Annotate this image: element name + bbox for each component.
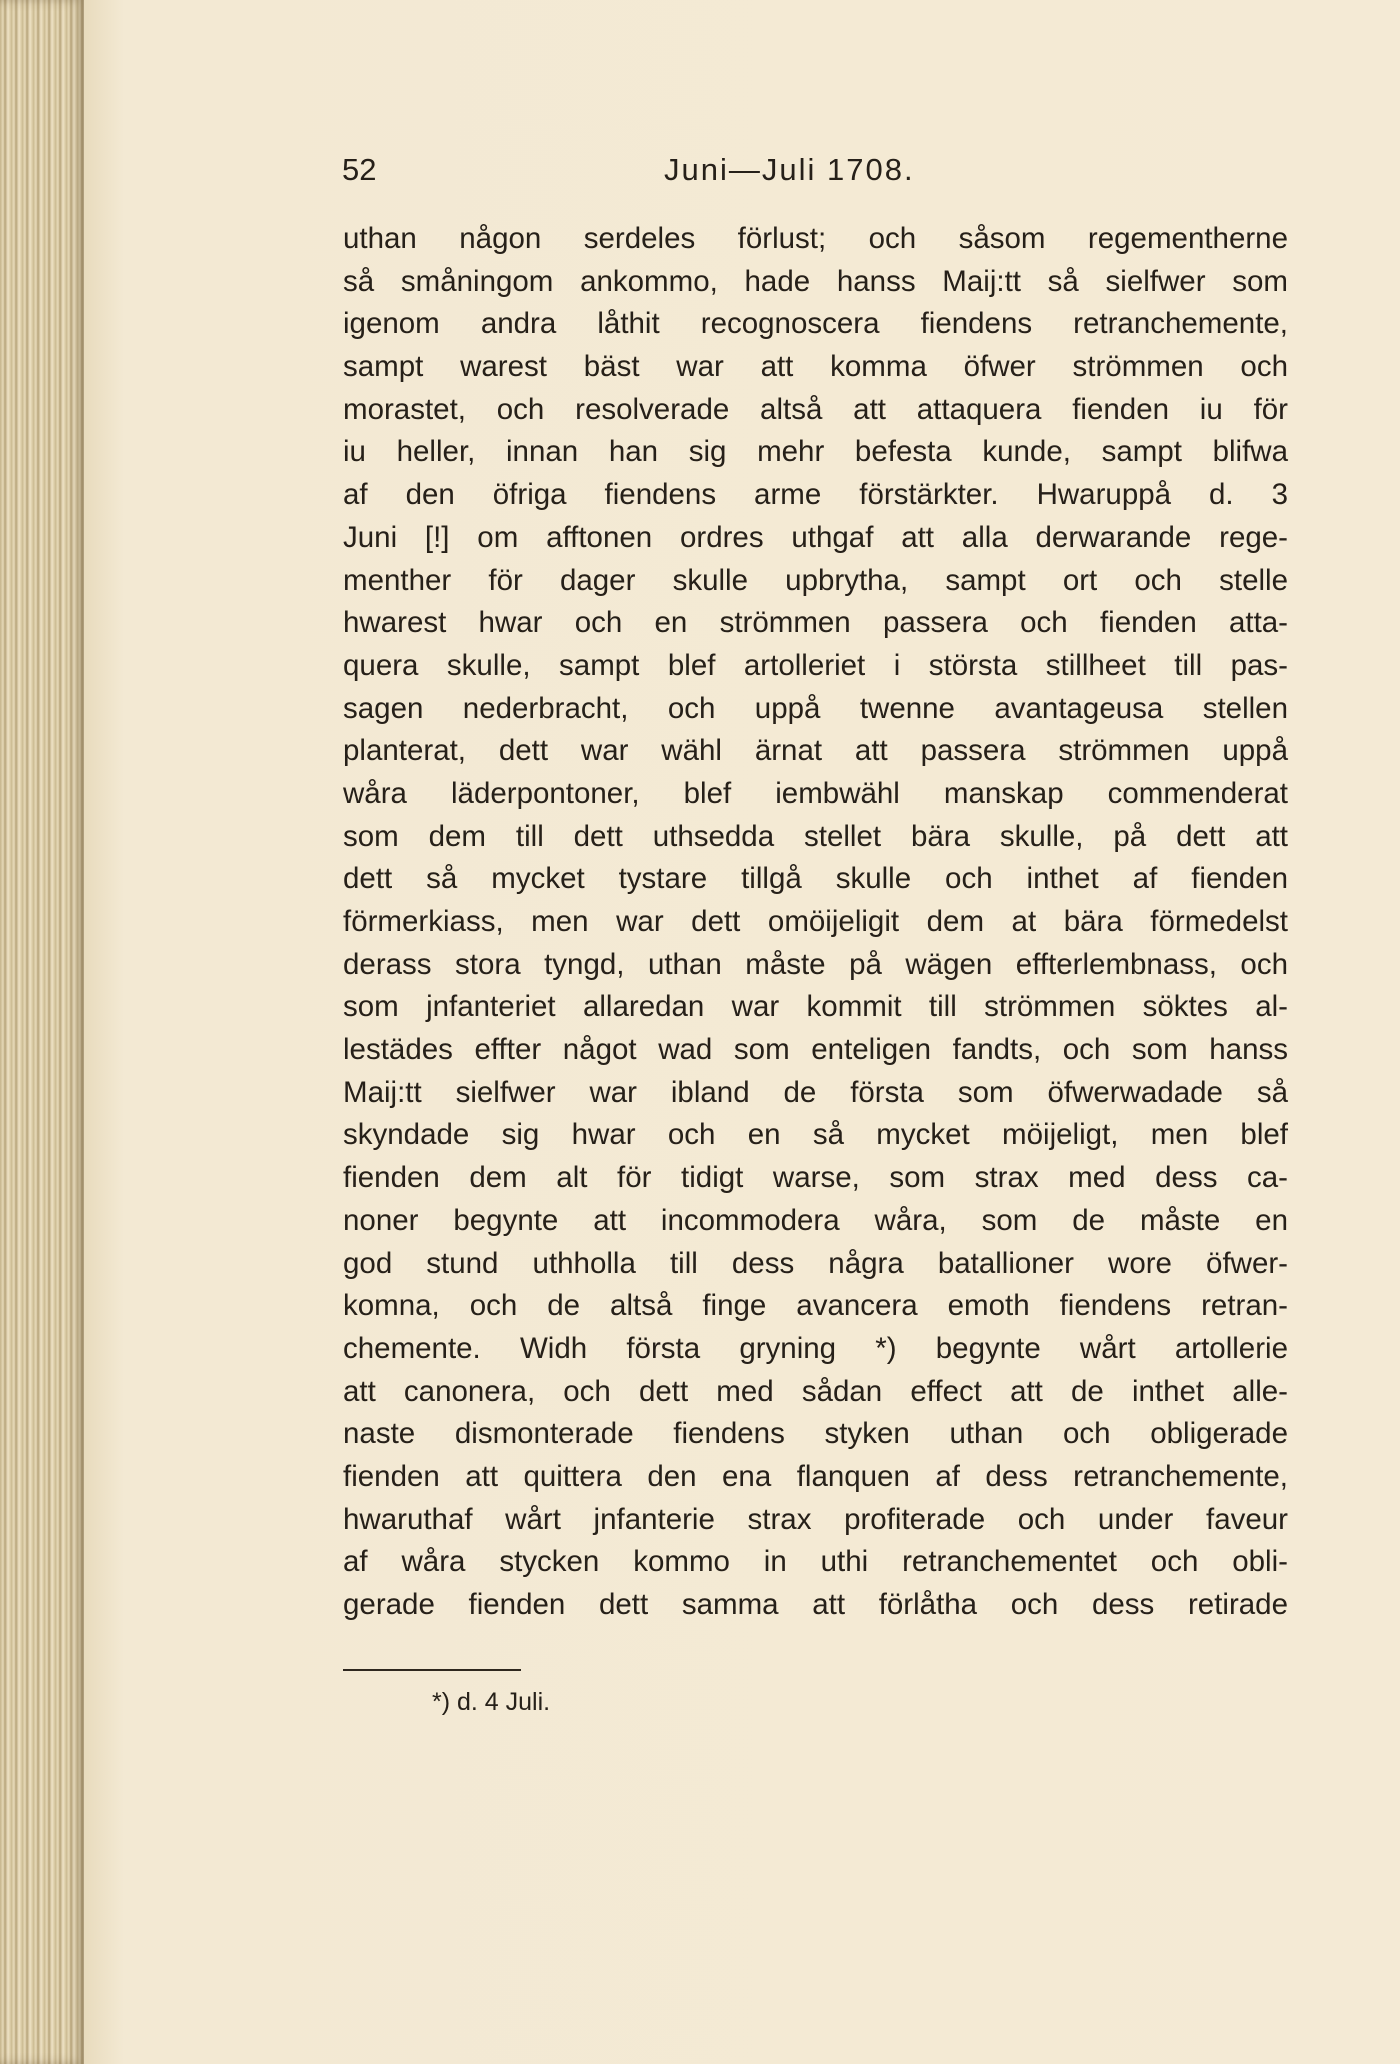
- text-line: förmerkiass, men war dett omöijeligit dem at bära förmedelst: [343, 905, 1288, 938]
- text-line: chemente. Widh första gryning *) begynte wårt artollerie: [343, 1331, 1288, 1365]
- text-line: naste dismonterade fiendens styken uthan och obligerade: [343, 1417, 1288, 1451]
- text-line: igenom andra låthit recognoscera fiendens retranchemente,: [343, 307, 1288, 341]
- page-header: [342, 152, 1292, 192]
- text-line: quera skulle, sampt blef artolleriet i största stillheet till pas-: [343, 648, 1288, 682]
- page-number: 52: [342, 152, 377, 187]
- text-line: god stund uthholla till dess några batallioner wore öfwer-: [343, 1246, 1288, 1280]
- text-line: som dem till dett uthsedda stellet bära skulle, på dett att: [343, 819, 1288, 853]
- text-line: iu heller, innan han sig mehr befesta kunde, sampt blifwa: [343, 435, 1288, 469]
- text-line: uthan någon serdeles förlust; och såsom regementherne: [343, 222, 1288, 255]
- text-line: gerade fienden dett samma att förlåtha och dess retirade: [343, 1588, 1288, 1621]
- text-line: Juni [!] om afftonen ordres uthgaf att alla derwarande rege-: [343, 520, 1288, 554]
- footnote-rule: [343, 1669, 521, 1671]
- text-line: Maij:tt sielfwer war ibland de första som öfwerwadade så: [343, 1075, 1288, 1109]
- text-line: noner begynte att incommodera wåra, som de måste en: [343, 1203, 1288, 1237]
- text-line: fienden att quittera den ena flanquen af dess retranchemente,: [343, 1459, 1288, 1493]
- text-line: af den öfriga fiendens arme förstärkter. Hwaruppå d. 3: [343, 478, 1288, 512]
- text-line: af wåra stycken kommo in uthi retranchementet och obli-: [343, 1545, 1288, 1579]
- footnote: *) d. 4 Juli.: [432, 1688, 551, 1716]
- text-line: fienden dem alt för tidigt warse, som strax med dess ca-: [343, 1161, 1288, 1195]
- text-line: att canonera, och dett med sådan effect att de inthet alle-: [343, 1374, 1288, 1408]
- text-line: lestädes effter något wad som enteligen fandts, och som hanss: [343, 1033, 1288, 1067]
- text-line: derass stora tyngd, uthan måste på wägen effterlembnass, och: [343, 947, 1288, 981]
- text-line: morastet, och resolverade altså att attaquera fienden iu för: [343, 392, 1288, 426]
- text-line: menther för dager skulle upbrytha, sampt ort och stelle: [343, 563, 1288, 597]
- text-line: komna, och de altså finge avancera emoth fiendens retran-: [343, 1289, 1288, 1323]
- book-page-edges: [0, 0, 84, 2064]
- text-line: sampt warest bäst war att komma öfwer strömmen och: [343, 350, 1288, 384]
- text-line: wåra läderpontoner, blef iembwähl manskap commenderat: [343, 776, 1288, 810]
- text-line: som jnfanteriet allaredan war kommit till strömmen söktes al-: [343, 990, 1288, 1024]
- text-line: planterat, dett war wähl ärnat att passera strömmen uppå: [343, 734, 1288, 768]
- text-line: dett så mycket tystare tillgå skulle och inthet af fienden: [343, 862, 1288, 896]
- text-line: så småningom ankommo, hade hanss Maij:tt så sielfwer som: [343, 264, 1288, 298]
- text-line: hwarest hwar och en strömmen passera och fienden atta-: [343, 606, 1288, 640]
- text-line: sagen nederbracht, och uppå twenne avantageusa stellen: [343, 691, 1288, 725]
- text-line: skyndade sig hwar och en så mycket möijeligt, men blef: [343, 1118, 1288, 1152]
- text-line: hwaruthaf wårt jnfanterie strax profiterade och under faveur: [343, 1502, 1288, 1536]
- running-head: Juni—Juli 1708.: [664, 152, 915, 187]
- body-text: [343, 218, 1288, 1627]
